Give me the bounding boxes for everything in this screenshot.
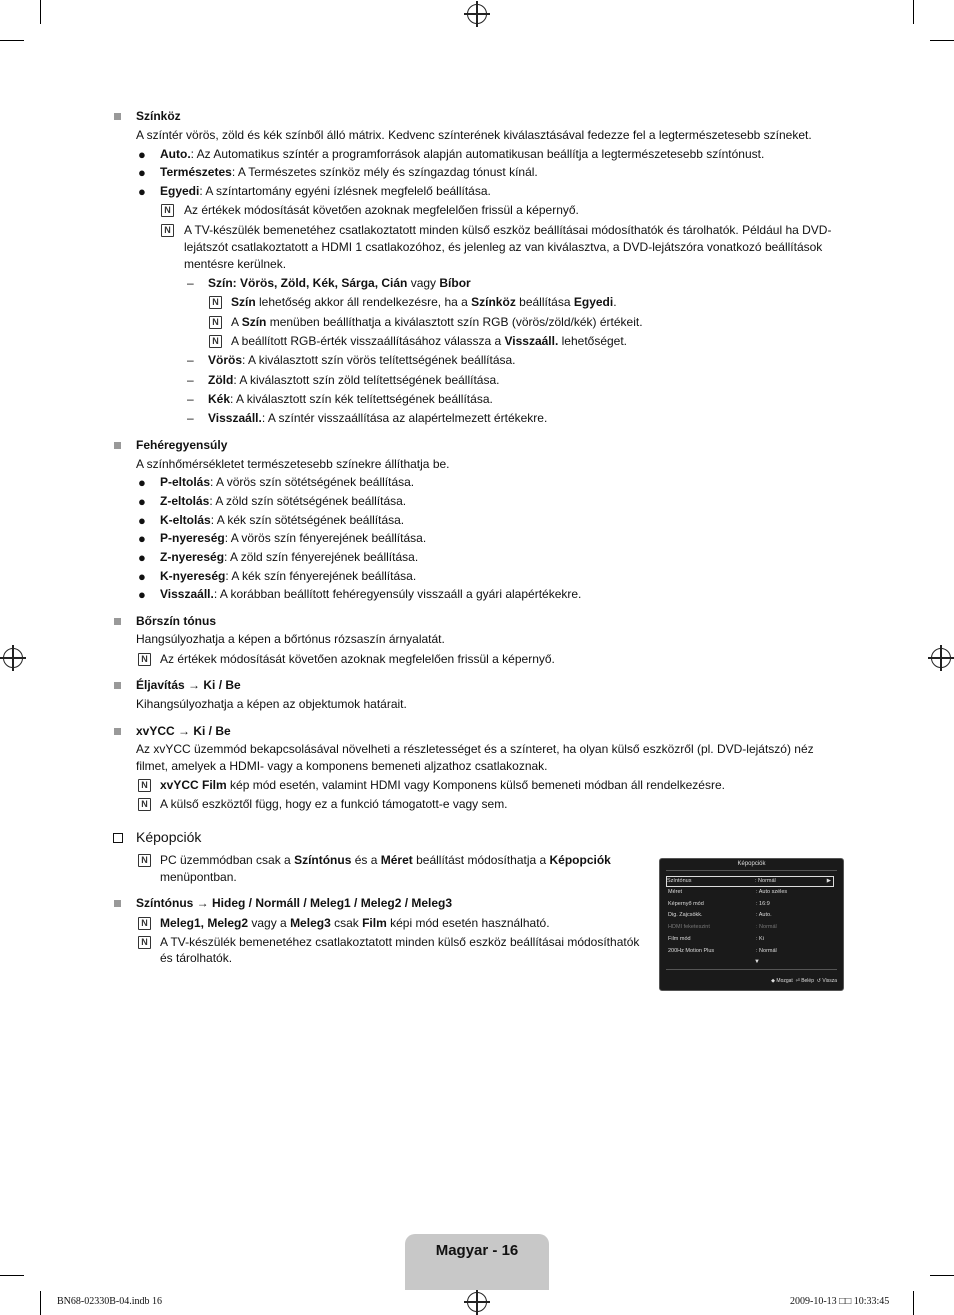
section-intro: Az xvYCC üzemmód bekapcsolásával növelheti a részletességet és a színteret, ha olyan külső eszközről (pl. DVD-lejátszó) néz — [136, 742, 814, 756]
menu-row-label: Film mód — [668, 936, 691, 942]
menu-navigation: ◆ Mozgat ⏎ Belép ↺ Vissza — [771, 978, 837, 984]
bullet: ● — [138, 587, 146, 602]
bullet-text: Egyedi: A színtartomány egyéni ízlésnek megfelelő beállítása. — [160, 184, 491, 198]
bullet: ● — [138, 147, 146, 162]
bullet-text: Visszaáll.: A korábban beállított fehéregyensúly visszaáll a gyári alapértékekre. — [160, 587, 582, 601]
menu-row-label: Színtónus — [667, 878, 692, 884]
dash-text: Kék: A kiválasztott szín kék telítettségének beállítása. — [208, 392, 493, 406]
note-text: Az értékek módosítását követően azoknak megfelelően frissül a képernyő. — [184, 203, 579, 217]
bullet: ● — [138, 531, 146, 546]
section-heading: Fehéregyensúly — [136, 438, 228, 452]
menu-row[interactable] — [666, 876, 834, 887]
menu-row[interactable] — [668, 935, 834, 944]
menu-row-label: HDMI feketeszint — [668, 924, 710, 931]
bullet-text: K-nyereség: A kék szín fényerejének beállítása. — [160, 569, 417, 583]
registration-mark-top — [467, 4, 487, 24]
bullet-text: K-eltolás: A kék szín sötétségének beállítása. — [160, 513, 405, 527]
menu-row[interactable] — [668, 888, 834, 897]
bullet: ● — [138, 513, 146, 528]
scroll-down-icon: ▼ — [754, 959, 760, 965]
menu-row[interactable] — [668, 911, 834, 920]
bullet: ● — [138, 494, 146, 509]
note-icon: N — [161, 204, 174, 217]
page-number: Magyar - 16 — [435, 1242, 519, 1259]
back-icon: ↺ — [816, 978, 821, 984]
note-text: A Szín menüben beállíthatja a kiválasztott szín RGB (vörös/zöld/kék) értékeit. — [231, 315, 643, 329]
section-heading: xvYCC → Ki / Be — [136, 724, 231, 738]
note-icon: N — [138, 917, 151, 930]
section-marker — [114, 442, 121, 449]
menu-row-value: : Normál — [755, 878, 776, 884]
note-text: A beállított RGB-érték visszaállításához válassza a Visszaáll. lehetőséget. — [231, 334, 628, 348]
note-text: xvYCC Film kép mód esetén, valamint HDMI vagy Komponens külső bemeneti módban áll rendelkezésre. — [160, 778, 725, 792]
bullet: ● — [138, 184, 146, 199]
section-heading: Színköz — [136, 109, 181, 123]
bullet: ● — [138, 569, 146, 584]
section-intro: filmet, amelyek a HDMI- vagy a komponens bemeneti aljzathoz csatlakoznak. — [136, 759, 548, 773]
enter-icon: ⏎ — [795, 978, 800, 984]
dash-marker: – — [187, 411, 194, 425]
section-marker — [114, 618, 121, 625]
bullet: ● — [138, 550, 146, 565]
menu-row[interactable] — [668, 947, 834, 956]
note-text: menüpontban. — [160, 870, 237, 884]
note-icon: N — [209, 296, 222, 309]
section-heading: Éljavítás → Ki / Be — [136, 678, 241, 692]
bullet-text: Természetes: A Természetes színköz mély és színgazdag tónust kínál. — [160, 165, 538, 179]
note-text: A külső eszköztől függ, hogy ez a funkció támogatott-e vagy sem. — [160, 797, 508, 811]
file-info: BN68-02330B-04.indb 16 — [57, 1296, 162, 1307]
dash-text: Visszaáll.: A színtér visszaállítása az alapértelmezett értékekre. — [208, 411, 548, 425]
menu-title: Képopciók — [737, 861, 766, 867]
menu-row-value: : Normál — [756, 947, 777, 954]
dash-text: Vörös: A kiválasztott szín vörös telítettségének beállítása. — [208, 353, 516, 367]
note-icon: N — [138, 779, 151, 792]
registration-mark-right — [931, 648, 951, 668]
dash-marker: – — [187, 392, 194, 406]
note-icon: N — [161, 224, 174, 237]
note-text: mentésre kerülnek. — [184, 257, 287, 271]
section-heading: Bőrszín tónus — [136, 614, 216, 628]
move-icon: ◆ — [771, 978, 776, 984]
note-text: lejátszót csatlakoztatott a HDMI 1 csatlakozóhoz, és jelenleg az van kiválasztva, a DVD-lejátszóra vonatkozó beállítások — [184, 240, 823, 254]
bullet-text: P-nyereség: A vörös szín fényerejének beállítása. — [160, 531, 427, 545]
registration-mark-bottom — [467, 1292, 487, 1312]
note-text: Az értékek módosítását követően azoknak megfelelően frissül a képernyő. — [160, 652, 555, 666]
picture-options-menu — [659, 858, 844, 991]
menu-row-value: : 16:9 — [756, 900, 770, 907]
section-marker — [114, 728, 121, 735]
note-icon: N — [138, 653, 151, 666]
note-icon: N — [138, 854, 151, 867]
menu-row[interactable] — [668, 923, 834, 932]
menu-row-value: : Auto. — [756, 912, 772, 919]
section-intro: A színhőmérsékletet természetesebb színekre állíthatja be. — [136, 457, 450, 471]
note-icon: N — [209, 335, 222, 348]
menu-row-label: Méret — [668, 888, 683, 895]
section-intro: Kihangsúlyozhatja a képen az objektumok határait. — [136, 697, 407, 711]
subsection-checkbox-icon — [113, 833, 123, 843]
bullet: ● — [138, 165, 146, 180]
menu-row-value: : Ki — [756, 936, 764, 942]
bullet-text: Z-nyereség: A zöld szín fényerejének beállítása. — [160, 550, 419, 564]
note-icon: N — [209, 316, 222, 329]
note-icon: N — [138, 936, 151, 949]
section-marker — [114, 113, 121, 120]
bullet-text: Auto.: Az Automatikus színtér a programforrások alapján automatikusan beállítja a legtermészetesebb színtónust. — [160, 147, 765, 161]
note-text: és tárolhatók. — [160, 951, 233, 965]
note-text: Szín lehetőség akkor áll rendelkezésre, ha a Színköz beállítása Egyedi. — [231, 295, 617, 309]
dash-text: Szín: Vörös, Zöld, Kék, Sárga, Cián vagy Bíbor — [208, 276, 471, 290]
menu-row-label: Képernyő mód — [668, 900, 704, 907]
dash-marker: – — [187, 373, 194, 387]
dash-marker: – — [187, 276, 194, 290]
note-text: A TV-készülék bemenetéhez csatlakoztatott minden külső eszköz beállításai módosíthatók és tárolhatók. Például ha DVD- — [184, 223, 832, 237]
note-text: Meleg1, Meleg2 vagy a Meleg3 csak Film képi mód esetén használható. — [160, 916, 550, 930]
bullet-text: Z-eltolás: A zöld szín sötétségének beállítása. — [160, 494, 407, 508]
section-intro: A színtér vörös, zöld és kék színből álló mátrix. Kedvenc színterének kiválasztásával fedezze fel a legtermészetesebb színeket. — [136, 128, 812, 142]
menu-row-value: : Auto széles — [756, 888, 788, 895]
menu-row-value: : Normál — [756, 924, 777, 931]
note-icon: N — [138, 798, 151, 811]
dash-marker: – — [187, 353, 194, 367]
dash-text: Zöld: A kiválasztott szín zöld telítettségének beállítása. — [208, 373, 500, 387]
section-intro: Hangsúlyozhatja a képen a bőrtónus rózsaszín árnyalatát. — [136, 632, 445, 646]
registration-mark-left — [3, 648, 23, 668]
note-text: PC üzemmódban csak a Színtónus és a Méret beállítást módosíthatja a Képopciók — [160, 853, 611, 867]
bullet: ● — [138, 475, 146, 490]
menu-row-label: Dig. Zajcsökk. — [668, 912, 703, 919]
section-marker — [114, 682, 121, 689]
menu-row[interactable] — [668, 900, 834, 909]
print-date: 2009-10-13 □□ 10:33:45 — [790, 1296, 890, 1307]
section-marker — [114, 900, 121, 907]
subsection-heading: Képopciók — [136, 829, 202, 845]
section-heading: Színtónus → Hideg / Normáll / Meleg1 / Meleg2 / Meleg3 — [136, 896, 453, 910]
menu-row-label: 200Hz Motion Plus — [668, 947, 715, 954]
arrow-right-icon: ▶ — [826, 878, 831, 884]
note-text: A TV-készülék bemenetéhez csatlakoztatott minden külső eszköz beállításai módosíthatók — [160, 935, 640, 949]
bullet-text: P-eltolás: A vörös szín sötétségének beállítása. — [160, 475, 415, 489]
